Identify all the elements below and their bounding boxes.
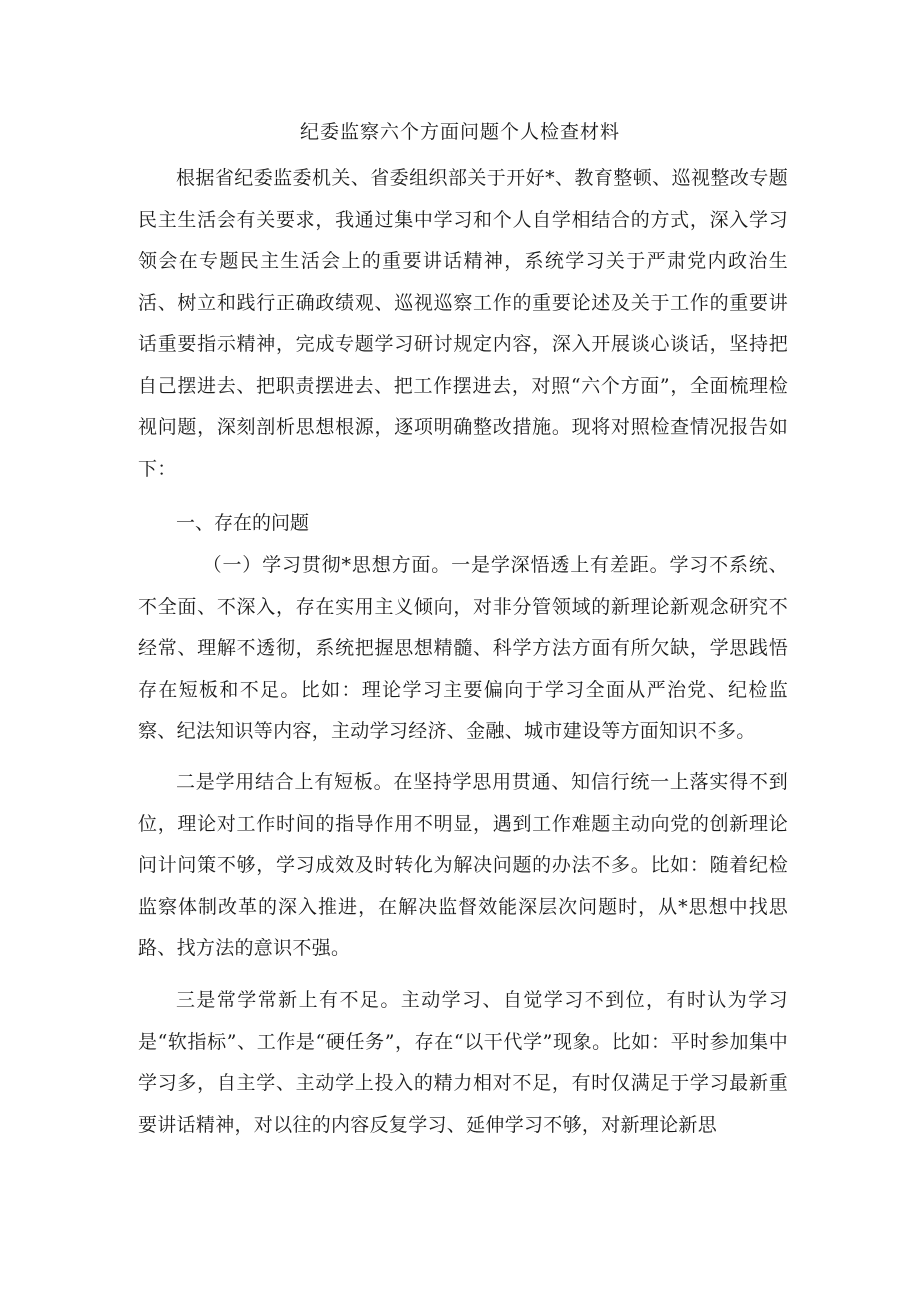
paragraph-study-application: 二是学用结合上有短板。在坚持学思用贯通、知信行统一上落实得不到位，理论对工作时间的指导作用不明显，遇到工作难题主动向党的创新理论问计问策不够，学习成效及时转化为解决问题的办法不多。比如：随着纪检监察体制改革的深入推进，在解决监督效能深层次问题时，从*思想中找思路、找方法的意识不强。 [138, 771, 788, 959]
section-heading: 一、存在的问题 [176, 512, 310, 534]
paragraph-study-thought: （一）学习贯彻*思想方面。一是学深悟透上有差距。学习不系统、不全面、不深入，存在实用主义倾向，对非分管领域的新理论新观念研究不经常、理解不透彻，系统把握思想精髓、科学方法方面有所欠缺，学思践悟存在短板和不足。比如：理论学习主要偏向于学习全面从严治党、纪检监察、纪法知识等内容，主动学习经济、金融、城市建设等方面知识不多。 [138, 554, 788, 742]
paragraph-continuous-learning: 三是常学常新上有不足。主动学习、自觉学习不到位，有时认为学习是“软指标”、工作是“硬任务”，存在“以干代学”现象。比如：平时参加集中学习多，自主学、主动学上投入的精力相对不足，有时仅满足于学习最新重要讲话精神，对以往的内容反复学习、延伸学习不够，对新理论新思 [138, 989, 788, 1136]
intro-paragraph: 根据省纪委监委机关、省委组织部关于开好*、教育整顿、巡视整改专题民主生活会有关要求，我通过集中学习和个人自学相结合的方式，深入学习领会在专题民主生活会上的重要讲话精神，系统学习关于严肃党内政治生活、树立和践行正确政绩观、巡视巡察工作的重要论述及关于工作的重要讲话重要指示精神，完成专题学习研讨规定内容，深入开展谈心谈话，坚持把自己摆进去、把职责摆进去、把工作摆进去，对照“六个方面”，全面梳理检视问题，深刻剖析思想根源，逐项明确整改措施。现将对照检查情况报告如下： [138, 167, 788, 480]
document-title: 纪委监察六个方面问题个人检查材料 [299, 121, 620, 143]
